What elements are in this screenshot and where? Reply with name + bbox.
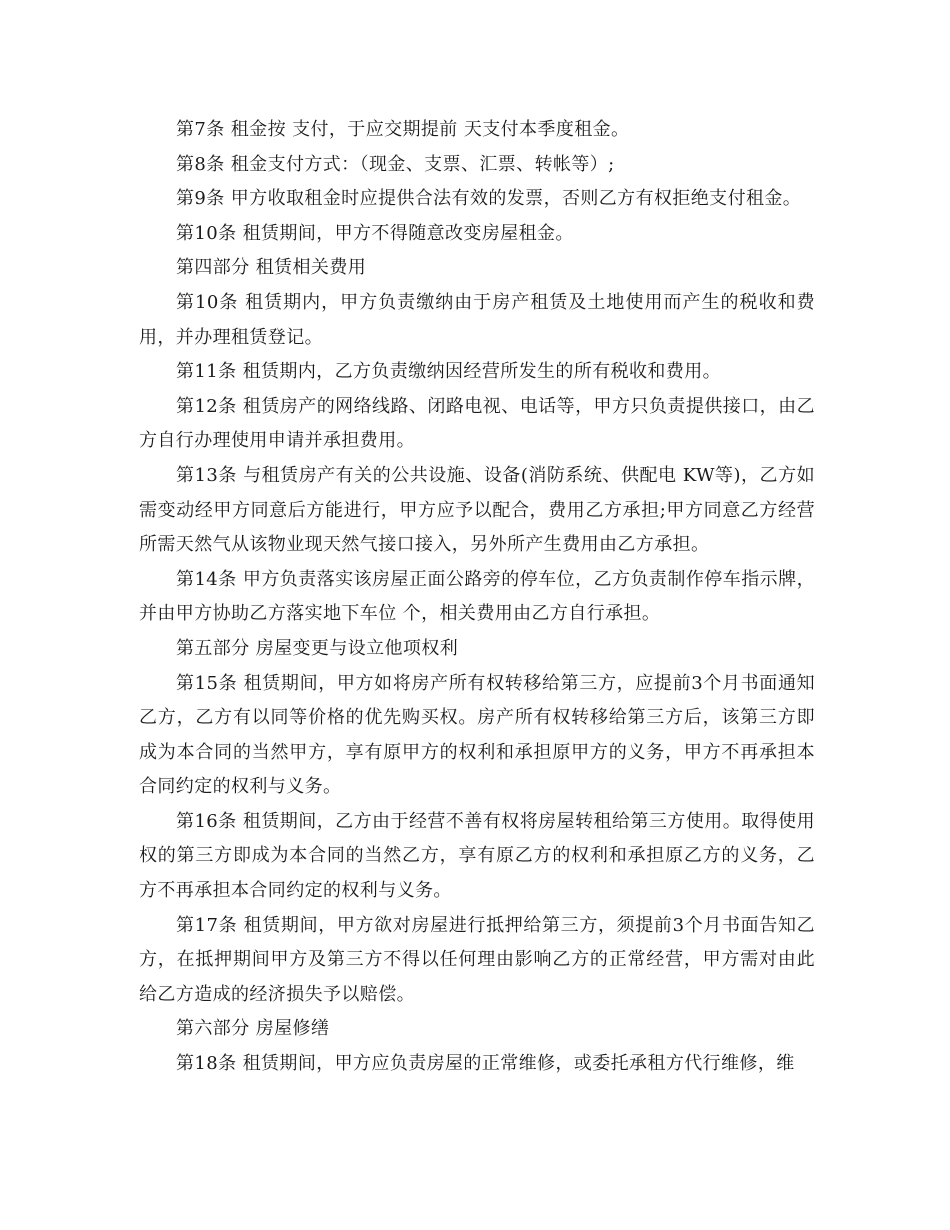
clause-8: 第8条 租金支付方式：（现金、支票、汇票、转帐等）; <box>176 153 615 175</box>
clause-18: 第18条 租赁期间，甲方应负责房屋的正常维修，或委托承租方代行维修，维 <box>176 1053 795 1075</box>
clause-10-fees: 第10条 租赁期内，甲方负责缴纳由于房产租赁及土地使用而产生的税收和费用，并办理租赁登记。 <box>139 291 815 348</box>
clause-17: 第17条 租赁期间，甲方欲对房屋进行抵押给第三方，须提前3个月书面告知乙方，在抵押期间甲方及第三方不得以任何理由影响乙方的正常经营，甲方需对由此给乙方造成的经济损失予以赔偿。 <box>139 914 815 1005</box>
clause-15: 第15条 租赁期间，甲方如将房产所有权转移给第三方，应提前3个月书面通知乙方，乙方有以同等价格的优先购买权。房产所有权转移给第三方后，该第三方即成为本合同的当然甲方，享有原甲方的权利和承担原甲方的义务，甲方不再承担本合同约定的权利与义务。 <box>139 672 815 798</box>
clause-9: 第9条 甲方收取租金时应提供合法有效的发票，否则乙方有权拒绝支付租金。 <box>176 188 802 210</box>
clause-11: 第11条 租赁期内，乙方负责缴纳因经营所发生的所有税收和费用。 <box>176 361 722 383</box>
section-heading-6: 第六部分 房屋修缮 <box>176 1018 330 1040</box>
section-heading-5: 第五部分 房屋变更与设立他项权利 <box>176 637 459 659</box>
section-heading-4: 第四部分 租赁相关费用 <box>176 257 367 279</box>
document-body <box>139 113 815 1082</box>
clause-10-rent: 第10条 租赁期间，甲方不得随意改变房屋租金。 <box>176 222 574 244</box>
clause-16: 第16条 租赁期间，乙方由于经营不善有权将房屋转租给第三方使用。取得使用权的第三方即成为本合同的当然乙方，享有原乙方的权利和承担原乙方的义务，乙方不再承担本合同约定的权利与义务。 <box>139 810 815 902</box>
clause-13: 第13条 与租赁房产有关的公共设施、设备(消防系统、供配电 KW等)，乙方如需变动经甲方同意后方能进行，甲方应予以配合，费用乙方承担;甲方同意乙方经营所需天然气从该物业现天然气接口接入，另外所产生费用由乙方承担。 <box>139 464 815 556</box>
clause-7: 第7条 租金按 支付，于应交期提前 天支付本季度租金。 <box>176 119 630 140</box>
clause-14: 第14条 甲方负责落实该房屋正面公路旁的停车位，乙方负责制作停车指示牌，并由甲方协助乙方落实地下车位 个，相关费用由乙方自行承担。 <box>139 568 815 625</box>
clause-12: 第12条 租赁房产的网络线路、闭路电视、电话等，甲方只负责提供接口，由乙方自行办理使用申请并承担费用。 <box>139 395 815 452</box>
